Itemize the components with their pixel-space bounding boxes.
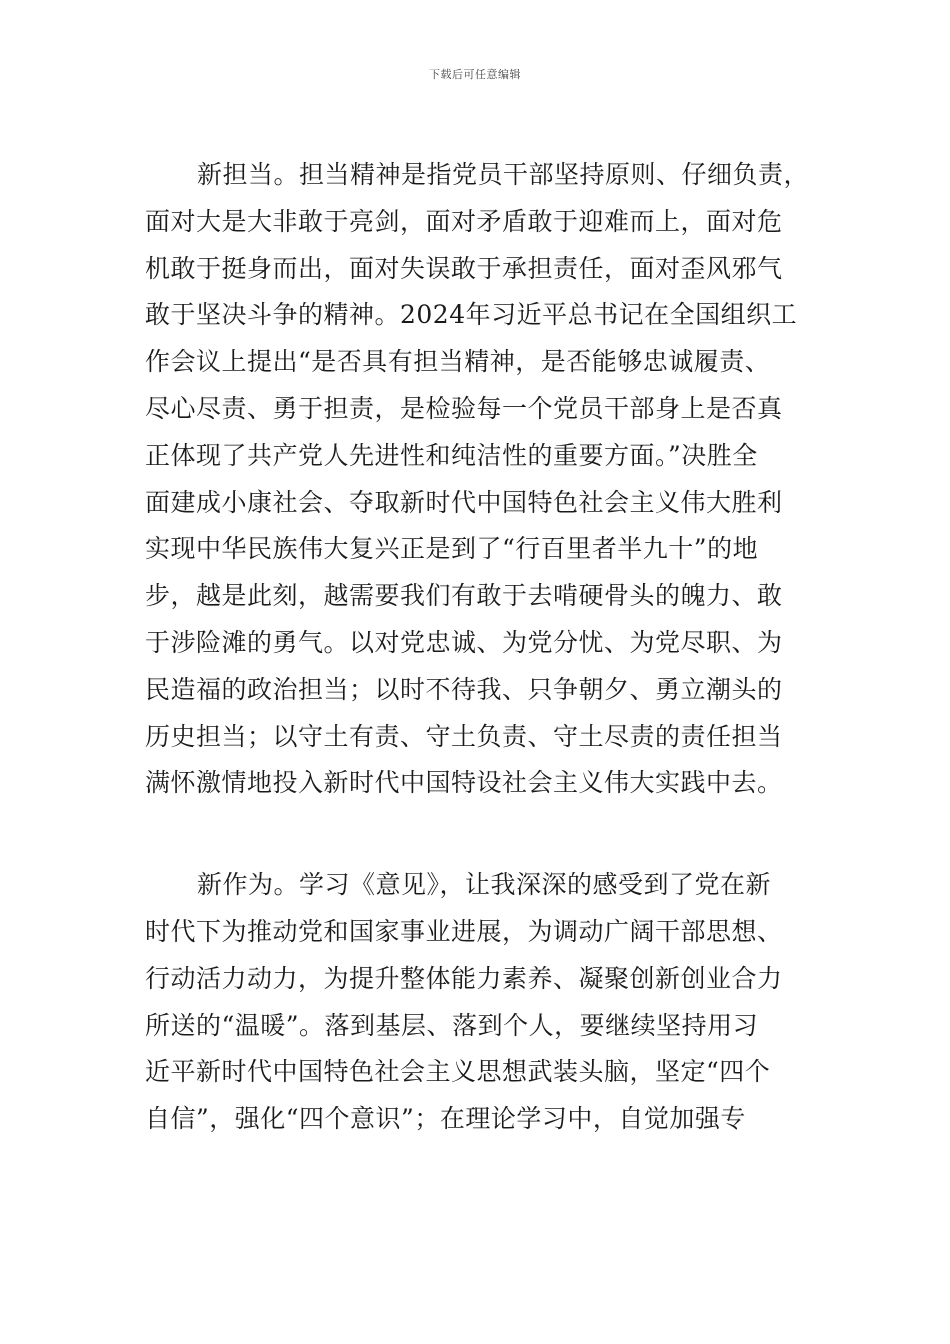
text-line: 民造福的政治担当；以时不待我、只争朝夕、勇立潮头的 (145, 674, 783, 704)
text-line: 历史担当；以守土有责、守土负责、守土尽责的责任担当 (145, 721, 783, 751)
text-line: 面对大是大非敢于亮剑，面对矛盾敢于迎难而上，面对危 (145, 206, 783, 236)
text-line: 正体现了共产党人先进性和纯洁性的重要方面。”决胜全 (145, 440, 758, 470)
header-note: 下载后可任意编辑 (429, 68, 521, 81)
text-line: 行动活力动力，为提升整体能力素养、凝聚创新创业合力 (145, 963, 783, 993)
text-line: 实现中华民族伟大复兴正是到了“行百里者半九十”的地 (145, 534, 759, 564)
text-line: 时代下为推动党和国家事业进展，为调动广阔干部思想、 (145, 916, 783, 946)
text-line: 作会议上提出“是否具有担当精神，是否能够忠诚履责、 (145, 347, 771, 377)
text-line: 新作为。学习《意见》，让我深深的感受到了党在新 (197, 870, 772, 900)
paragraph-new-responsibility (145, 152, 825, 807)
text-line: 于涉险滩的勇气。以对党忠诚、为党分忧、为党尽职、为 (145, 627, 783, 657)
text-line: 步，越是此刻，越需要我们有敢于去啃硬骨头的魄力、敢 (145, 581, 783, 611)
paragraph-new-action (145, 862, 825, 1143)
text-line: 自信”，强化“四个意识”；在理论学习中，自觉加强专 (145, 1104, 746, 1134)
text-line: 近平新时代中国特色社会主义思想武装头脑，坚定“四个 (145, 1057, 771, 1087)
text-line: 机敢于挺身而出，面对失误敢于承担责任，面对歪风邪气 (145, 253, 783, 283)
text-line: 所送的“温暖”。落到基层、落到个人，要继续坚持用习 (145, 1010, 759, 1040)
paragraph-spacer (145, 807, 825, 862)
text-line: 尽心尽责、勇于担责，是检验每一个党员干部身上是否真 (145, 393, 783, 423)
text-line: 满怀激情地投入新时代中国特设社会主义伟大实践中去。 (145, 768, 783, 798)
document-body (145, 152, 825, 1143)
text-line: 新担当。担当精神是指党员干部坚持原则、仔细负责， (197, 160, 810, 189)
text-line: 敢于坚决斗争的精神。2024年习近平总书记在全国组织工 (145, 300, 798, 330)
text-line: 面建成小康社会、夺取新时代中国特色社会主义伟大胜利 (145, 487, 783, 517)
